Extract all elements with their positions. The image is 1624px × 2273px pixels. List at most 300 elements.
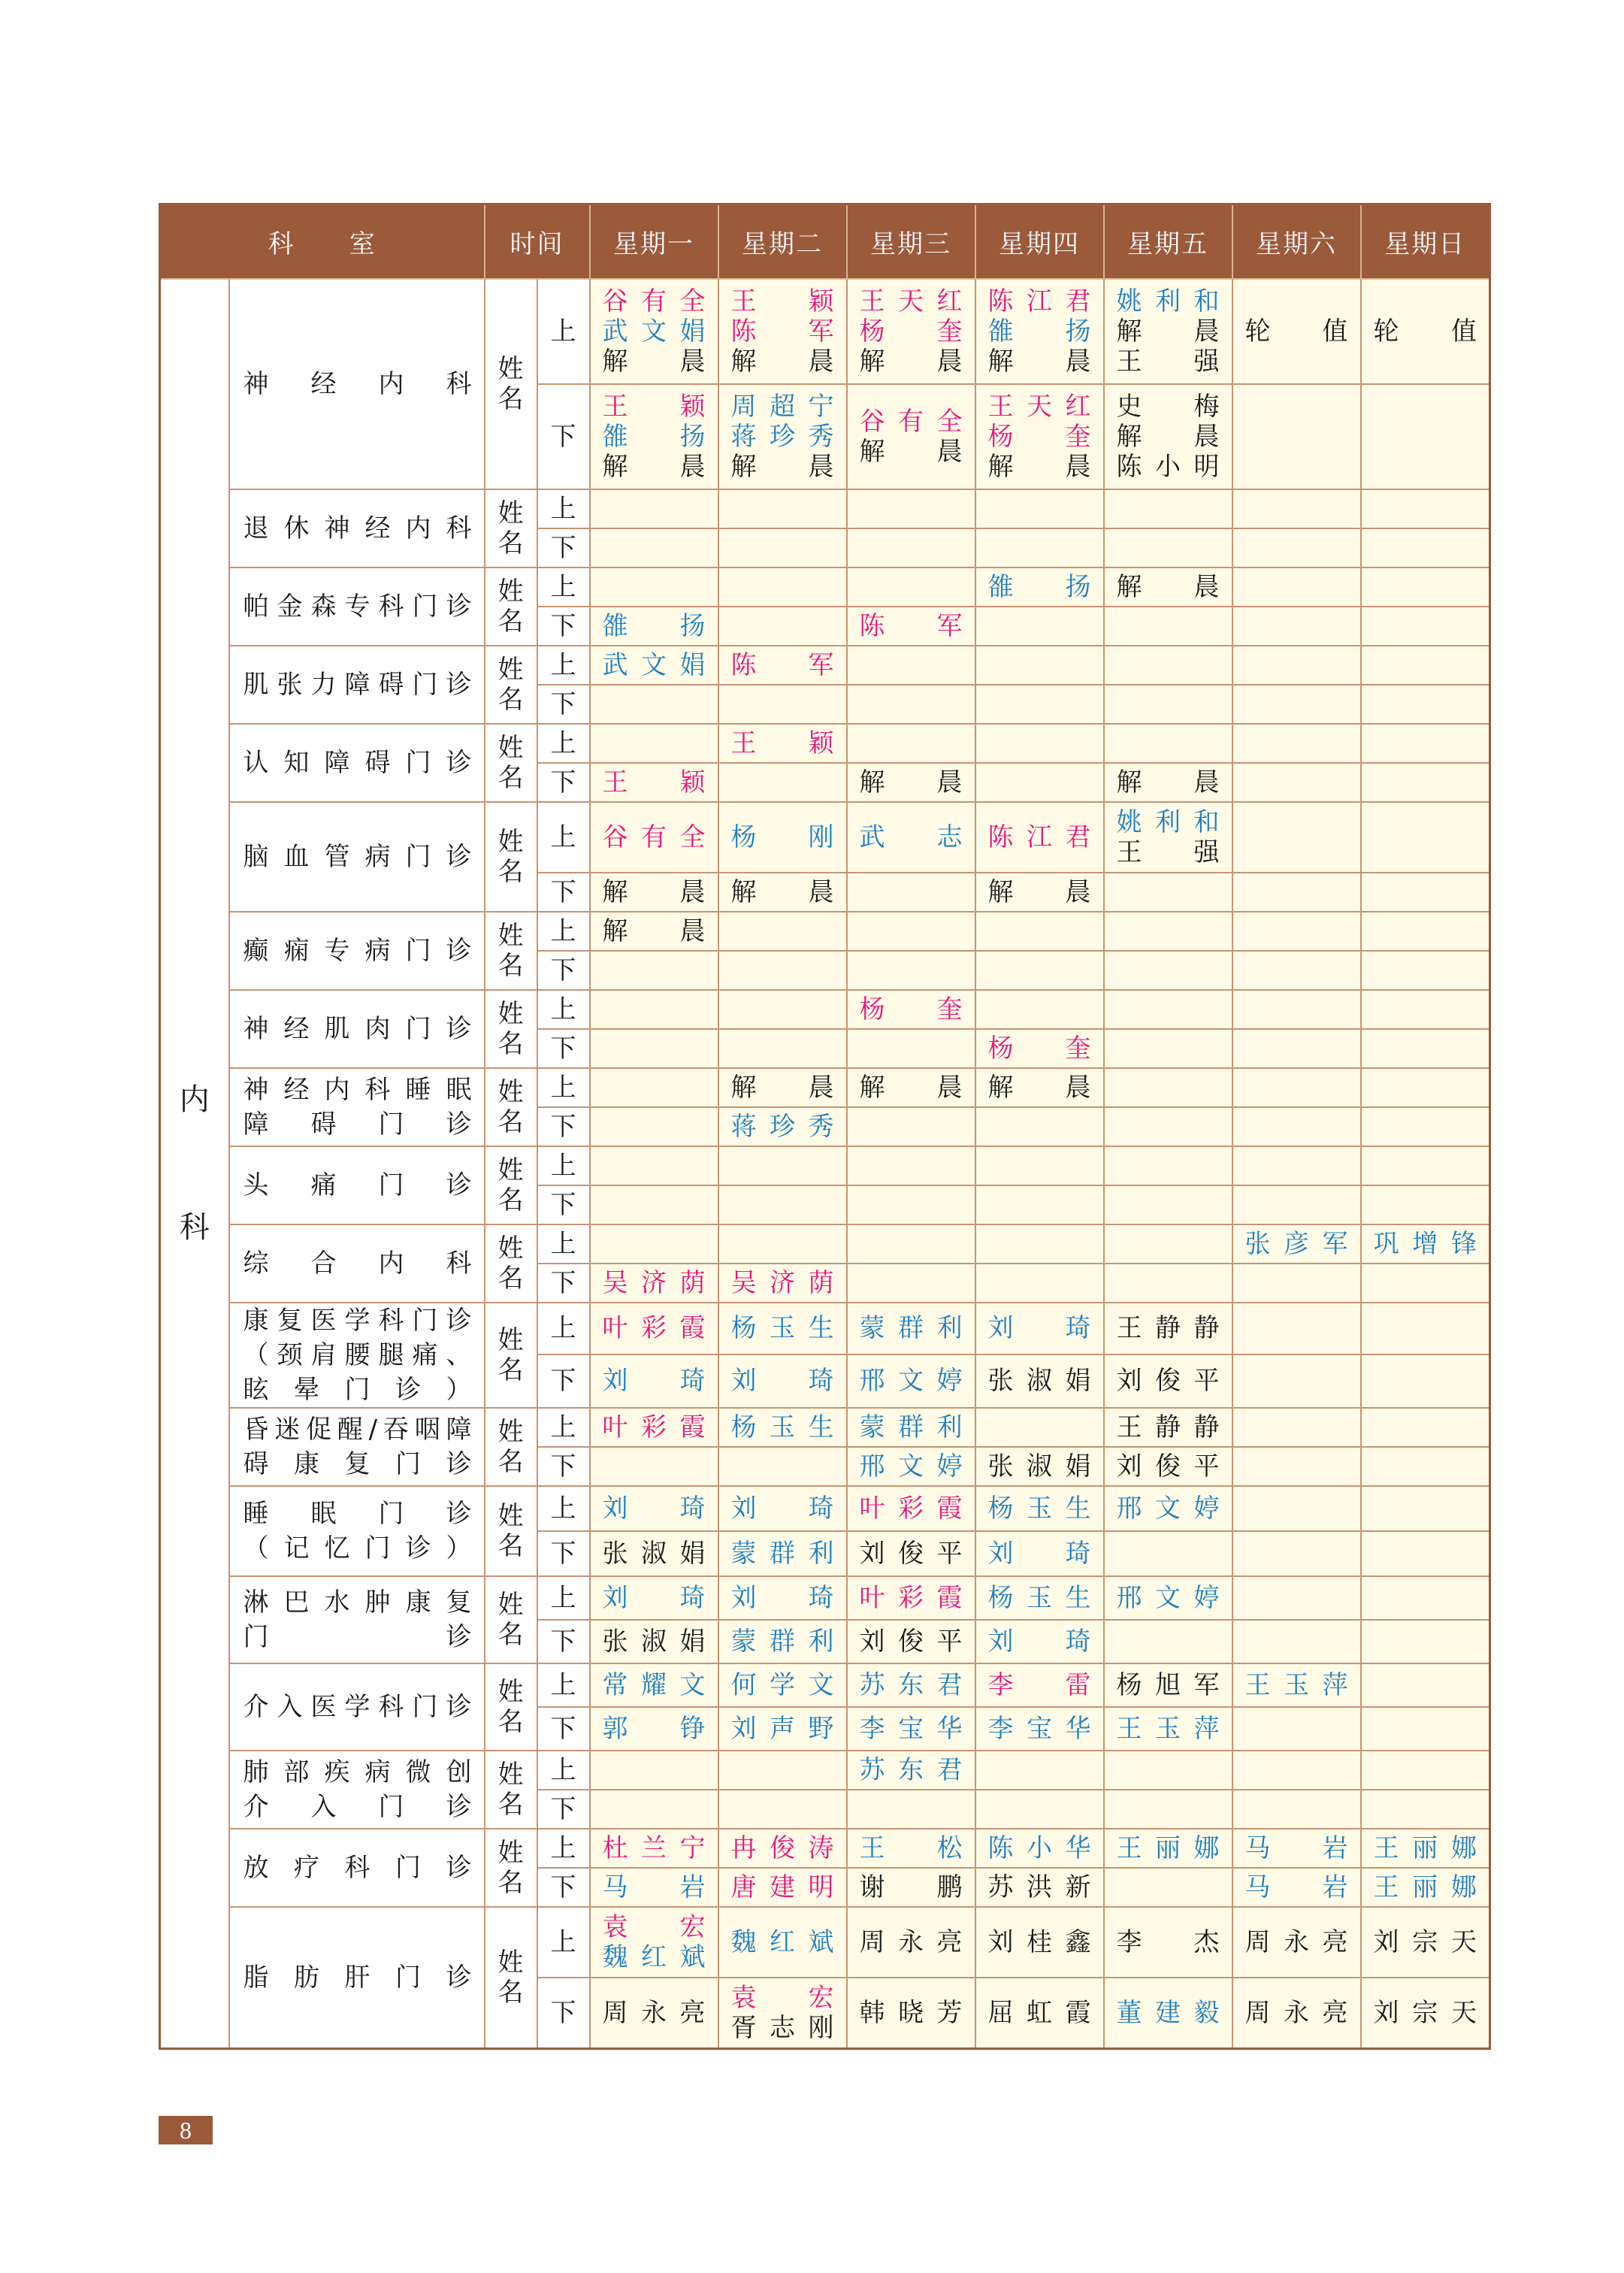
schedule-cell: [847, 1868, 975, 1907]
schedule-cell: [1232, 1146, 1361, 1185]
doctor-name: 解晨: [602, 877, 706, 907]
schedule-row-am: [160, 1576, 1490, 1620]
doctor-name: 王静静: [1116, 1313, 1220, 1344]
pm-label: 下: [537, 528, 590, 567]
doctor-name: 刘琦: [602, 1494, 706, 1524]
schedule-cell: [590, 528, 718, 567]
schedule-cell: [975, 1707, 1104, 1751]
am-label: 上: [537, 1224, 590, 1264]
schedule-cell: [1361, 1707, 1490, 1751]
header-day: 星期四: [975, 204, 1104, 280]
am-label: 上: [537, 1486, 590, 1531]
doctor-name: 解晨: [987, 1073, 1091, 1103]
doctor-name: 刘宗天: [1373, 1997, 1477, 2028]
department-name: [229, 567, 485, 646]
schedule-cell: [975, 1751, 1104, 1790]
schedule-cell: [1104, 279, 1232, 384]
doctor-name: 邢文婷: [1116, 1494, 1220, 1524]
name-label-text: [485, 827, 537, 887]
schedule-cell: [718, 1486, 847, 1531]
doctor-name: 王强: [1116, 837, 1220, 867]
department-line: （颈肩腰腿痛、: [243, 1340, 472, 1370]
department-line: 眩晕门诊）: [243, 1375, 472, 1405]
schedule-cell: [718, 1146, 847, 1185]
am-label: 上: [537, 1829, 590, 1868]
schedule-cell: [718, 528, 847, 567]
schedule-cell: [590, 279, 718, 384]
department-line: 神经内科睡眠: [243, 1075, 472, 1105]
schedule-row-am: [160, 724, 1490, 763]
schedule-cell: [590, 990, 718, 1029]
schedule-cell: [1232, 528, 1361, 567]
schedule-cell: [1232, 567, 1361, 607]
name-label-chars: 姓名: [497, 1947, 524, 2008]
pm-label: 下: [537, 763, 590, 802]
doctor-name: 周超宁: [730, 392, 834, 422]
doctor-name: 解晨: [730, 452, 834, 482]
am-label: 上: [537, 1303, 590, 1354]
schedule-row-am: [160, 912, 1490, 951]
schedule-cell: [1361, 1790, 1490, 1829]
department-name: [229, 1408, 485, 1486]
schedule-cell: [590, 1029, 718, 1068]
doctor-name: 杨玉生: [730, 1412, 834, 1442]
schedule-cell: [590, 1303, 718, 1354]
doctor-name: 解晨: [987, 347, 1091, 377]
schedule-cell: [590, 384, 718, 489]
doctor-name: 解晨: [859, 347, 963, 377]
schedule-cell: [975, 763, 1104, 802]
schedule-cell: [847, 1107, 975, 1146]
department-name: [229, 1829, 485, 1907]
schedule-cell: [1232, 685, 1361, 724]
schedule-cell: [718, 646, 847, 685]
name-label-chars: 姓名: [497, 1155, 524, 1215]
doctor-name: 谢鹏: [859, 1872, 963, 1902]
schedule-cell: [975, 1907, 1104, 1978]
schedule-cell: [1104, 1829, 1232, 1868]
department-name: [229, 1663, 485, 1751]
schedule-cell: [847, 1907, 975, 1978]
name-label: [485, 1486, 537, 1576]
schedule-cell: [1361, 1663, 1490, 1707]
schedule-cell: [590, 489, 718, 528]
am-label: 上: [537, 567, 590, 607]
schedule-cell: [847, 1531, 975, 1576]
doctor-name: 解晨: [987, 877, 1091, 907]
schedule-cell: [847, 1978, 975, 2048]
doctor-name: 陈江君: [987, 822, 1091, 852]
schedule-cell: [1361, 1868, 1490, 1907]
schedule-cell: [718, 1531, 847, 1576]
doctor-name: 雒扬: [602, 611, 706, 641]
doctor-name: 李宝华: [987, 1714, 1091, 1744]
schedule-cell: [1361, 912, 1490, 951]
schedule-cell: [847, 489, 975, 528]
doctor-name: 袁宏: [602, 1912, 706, 1942]
schedule-cell: [975, 951, 1104, 990]
schedule-cell: [1232, 1107, 1361, 1146]
schedule-cell: [1104, 873, 1232, 912]
schedule-cell: [1361, 685, 1490, 724]
doctor-name: 邢文婷: [1116, 1583, 1220, 1613]
doctor-name: 董建毅: [1116, 1997, 1220, 2028]
schedule-cell: [1232, 802, 1361, 873]
name-label-text: [485, 1233, 537, 1294]
department-name: [229, 1068, 485, 1146]
schedule-cell: [1104, 1620, 1232, 1663]
doctor-name: 刘琦: [602, 1366, 706, 1397]
name-label: [485, 912, 537, 990]
schedule-cell: [718, 912, 847, 951]
doctor-name: 刘琦: [730, 1583, 834, 1613]
schedule-cell: [718, 763, 847, 802]
section-char: 内科: [179, 1082, 210, 1245]
am-label: 上: [537, 1751, 590, 1790]
doctor-name: 刘声野: [730, 1714, 834, 1744]
schedule-row-am: [160, 1907, 1490, 1978]
schedule-cell: [718, 1264, 847, 1303]
pm-label: 下: [537, 1107, 590, 1146]
schedule-cell: [1232, 1068, 1361, 1107]
doctor-name: 刘俊平: [1116, 1451, 1220, 1482]
schedule-cell: [1104, 1907, 1232, 1978]
department-name: [229, 1146, 485, 1224]
doctor-name: 陈小华: [987, 1833, 1091, 1863]
doctor-name: 蒙群利: [730, 1627, 834, 1657]
schedule-cell: [1104, 1107, 1232, 1146]
department-line: 介入门诊: [243, 1792, 472, 1822]
doctor-name: 苏东君: [859, 1755, 963, 1785]
name-label-text: [485, 999, 537, 1059]
doctor-name: 叶彩霞: [602, 1412, 706, 1442]
schedule-cell: [718, 1354, 847, 1408]
schedule-cell: [1361, 607, 1490, 646]
doctor-name: 史梅: [1116, 392, 1220, 422]
schedule-cell: [1104, 489, 1232, 528]
schedule-cell: [1104, 724, 1232, 763]
schedule-cell: [1232, 1029, 1361, 1068]
header-day: 星期三: [847, 204, 975, 280]
doctor-name: 李杰: [1116, 1927, 1220, 1957]
doctor-name: 谷有全: [602, 822, 706, 852]
schedule-cell: [590, 1663, 718, 1707]
pm-label: 下: [537, 685, 590, 724]
department-name: [229, 279, 485, 489]
pm-label: 下: [537, 384, 590, 489]
schedule-cell: [975, 607, 1104, 646]
schedule-cell: [718, 1790, 847, 1829]
schedule-cell: [1104, 528, 1232, 567]
schedule-cell: [975, 1264, 1104, 1303]
schedule-cell: [975, 1447, 1104, 1486]
doctor-name: 解晨: [987, 452, 1091, 482]
schedule-cell: [847, 1620, 975, 1663]
doctor-name: 姚利和: [1116, 286, 1220, 316]
name-label-chars: 姓名: [497, 577, 524, 637]
schedule-cell: [590, 912, 718, 951]
schedule-cell: [1232, 1185, 1361, 1224]
schedule-cell: [590, 873, 718, 912]
department-line: 淋巴水肿康复: [243, 1587, 472, 1618]
schedule-cell: [1232, 607, 1361, 646]
name-label-text: [485, 354, 537, 414]
doctor-name: 雒扬: [987, 572, 1091, 602]
doctor-name: 刘俊平: [859, 1539, 963, 1569]
doctor-name: 刘宗天: [1373, 1927, 1477, 1957]
schedule-cell: [1104, 1408, 1232, 1447]
schedule-cell: [1104, 763, 1232, 802]
schedule-cell: [847, 1751, 975, 1790]
schedule-cell: [718, 1224, 847, 1264]
name-label: [485, 1224, 537, 1303]
schedule-cell: [975, 1068, 1104, 1107]
department-name: [229, 1486, 485, 1576]
schedule-cell: [975, 1531, 1104, 1576]
department-line: 头痛门诊: [243, 1170, 472, 1200]
name-label-text: [485, 921, 537, 981]
schedule-cell: [590, 763, 718, 802]
doctor-name: 陈军: [730, 316, 834, 347]
doctor-name: 杨奎: [859, 994, 963, 1025]
schedule-cell: [590, 1486, 718, 1531]
doctor-name: 蒙群利: [730, 1539, 834, 1569]
name-label-text: [485, 1501, 537, 1561]
schedule-cell: [1361, 1907, 1490, 1978]
schedule-cell: [1232, 1354, 1361, 1408]
schedule-cell: [1361, 1408, 1490, 1447]
schedule-cell: [1361, 1751, 1490, 1790]
doctor-name: 周永亮: [1244, 1997, 1348, 2028]
name-label-text: [485, 655, 537, 715]
schedule-cell: [1232, 1790, 1361, 1829]
schedule-cell: [1361, 279, 1490, 384]
name-label-chars: 姓名: [497, 354, 524, 414]
doctor-name: 解晨: [1116, 316, 1220, 347]
am-label: 上: [537, 724, 590, 763]
schedule-cell: [975, 1408, 1104, 1447]
schedule-cell: [718, 724, 847, 763]
doctor-name: 解晨: [730, 347, 834, 377]
schedule-cell: [590, 646, 718, 685]
section-label: [160, 279, 229, 2048]
schedule-row-am: [160, 646, 1490, 685]
schedule-cell: [975, 489, 1104, 528]
department-line: 肺部疾病微创: [243, 1757, 472, 1787]
schedule-cell: [1361, 990, 1490, 1029]
schedule-cell: [847, 685, 975, 724]
name-label: [485, 1303, 537, 1408]
schedule-cell: [1232, 384, 1361, 489]
doctor-name: 屈虹霞: [987, 1997, 1091, 2028]
schedule-cell: [718, 1751, 847, 1790]
schedule-cell: [975, 1663, 1104, 1707]
schedule-cell: [847, 384, 975, 489]
doctor-name: 刘桂鑫: [987, 1927, 1091, 1957]
doctor-name: 杨奎: [987, 1034, 1091, 1064]
doctor-name: 刘琦: [987, 1627, 1091, 1657]
schedule-cell: [1232, 1707, 1361, 1751]
header-time: 时间: [485, 204, 590, 280]
doctor-name: 蒋珍秀: [730, 422, 834, 452]
department-name: [229, 1303, 485, 1408]
doctor-name: 邢文婷: [859, 1366, 963, 1397]
doctor-name: 解晨: [859, 437, 963, 467]
schedule-cell: [718, 1620, 847, 1663]
schedule-cell: [590, 1751, 718, 1790]
schedule-cell: [847, 1707, 975, 1751]
am-label: 上: [537, 1576, 590, 1620]
section-label-text: [173, 1036, 216, 1291]
schedule-cell: [1232, 1663, 1361, 1707]
doctor-name: 解晨: [730, 877, 834, 907]
schedule-cell: [1361, 528, 1490, 567]
schedule-row-am: [160, 489, 1490, 528]
name-label-text: [485, 1417, 537, 1477]
schedule-cell: [1361, 1185, 1490, 1224]
department-line: 综合内科: [243, 1248, 472, 1279]
doctor-name: 陈江君: [987, 286, 1091, 316]
schedule-cell: [718, 1868, 847, 1907]
schedule-cell: [975, 1146, 1104, 1185]
name-label-chars: 姓名: [497, 1590, 524, 1650]
schedule-cell: [590, 1447, 718, 1486]
doctor-name: 刘琦: [987, 1313, 1091, 1344]
am-label: 上: [537, 1663, 590, 1707]
schedule-cell: [847, 528, 975, 567]
pm-label: 下: [537, 1264, 590, 1303]
schedule-cell: [1104, 1146, 1232, 1185]
schedule-cell: [1361, 1531, 1490, 1576]
schedule-cell: [847, 1185, 975, 1224]
name-label: [485, 567, 537, 646]
schedule-cell: [590, 1146, 718, 1185]
schedule-cell: [1361, 802, 1490, 873]
schedule-cell: [975, 279, 1104, 384]
doctor-name: 刘俊平: [1116, 1366, 1220, 1397]
schedule-cell: [975, 1354, 1104, 1408]
schedule-cell: [847, 1224, 975, 1264]
name-label-chars: 姓名: [497, 655, 524, 715]
schedule-cell: [1361, 724, 1490, 763]
schedule-cell: [847, 802, 975, 873]
schedule-cell: [1104, 1264, 1232, 1303]
header-day: 星期二: [718, 204, 847, 280]
pm-label: 下: [537, 1620, 590, 1663]
name-label-chars: 姓名: [497, 498, 524, 558]
am-label: 上: [537, 1907, 590, 1978]
name-label: [485, 802, 537, 912]
schedule-cell: [718, 1707, 847, 1751]
schedule-cell: [1232, 912, 1361, 951]
doctor-name: 叶彩霞: [602, 1313, 706, 1344]
schedule-cell: [718, 990, 847, 1029]
doctor-name: 马岩: [602, 1872, 706, 1902]
am-label: 上: [537, 802, 590, 873]
doctor-name: 吴济荫: [730, 1268, 834, 1298]
schedule-cell: [590, 951, 718, 990]
schedule-cell: [590, 1354, 718, 1408]
schedule-cell: [718, 567, 847, 607]
schedule-cell: [718, 873, 847, 912]
doctor-name: 张淑娟: [602, 1627, 706, 1657]
name-label: [485, 724, 537, 802]
department-name: [229, 1224, 485, 1303]
schedule-cell: [718, 685, 847, 724]
header-dept: 科 室: [160, 204, 485, 280]
doctor-name: 陈小明: [1116, 452, 1220, 482]
header-day: 星期五: [1104, 204, 1232, 280]
pm-label: 下: [537, 1531, 590, 1576]
doctor-name: 刘琦: [602, 1583, 706, 1613]
schedule-cell: [590, 1829, 718, 1868]
schedule-cell: [1104, 1303, 1232, 1354]
schedule-cell: [1361, 1978, 1490, 2048]
doctor-name: 陈军: [859, 611, 963, 641]
department-name: [229, 646, 485, 724]
doctor-name: 杨旭军: [1116, 1670, 1220, 1700]
schedule-cell: [590, 1408, 718, 1447]
schedule-cell: [718, 384, 847, 489]
doctor-name: 苏东君: [859, 1670, 963, 1700]
schedule-cell: [718, 607, 847, 646]
schedule-cell: [847, 1303, 975, 1354]
schedule-cell: [1361, 1354, 1490, 1408]
schedule-cell: [1104, 1868, 1232, 1907]
schedule-cell: [1232, 1829, 1361, 1868]
schedule-cell: [975, 912, 1104, 951]
schedule-cell: [590, 1576, 718, 1620]
doctor-name: 周永亮: [1244, 1927, 1348, 1957]
doctor-name: 轮值: [1244, 316, 1348, 347]
schedule-cell: [1232, 1751, 1361, 1790]
schedule-cell: [847, 567, 975, 607]
name-label-chars: 姓名: [497, 1501, 524, 1561]
name-label-chars: 姓名: [497, 1077, 524, 1137]
schedule-cell: [718, 1068, 847, 1107]
doctor-name: 李宝华: [859, 1714, 963, 1744]
schedule-cell: [975, 528, 1104, 567]
department-line: 认知障碍门诊: [243, 748, 472, 778]
doctor-name: 姚利和: [1116, 807, 1220, 837]
doctor-name: 王强: [1116, 347, 1220, 377]
doctor-name: 王玉萍: [1116, 1714, 1220, 1744]
schedule-cell: [1104, 1185, 1232, 1224]
name-label-chars: 姓名: [497, 999, 524, 1059]
doctor-name: 周永亮: [602, 1997, 706, 2028]
schedule-cell: [1104, 1707, 1232, 1751]
schedule-cell: [590, 1224, 718, 1264]
schedule-cell: [1232, 1868, 1361, 1907]
schedule-cell: [718, 802, 847, 873]
schedule-cell: [1361, 1264, 1490, 1303]
schedule-cell: [718, 1447, 847, 1486]
department-line: （记忆门诊）: [243, 1533, 472, 1563]
schedule-cell: [1104, 384, 1232, 489]
doctor-name: 常耀文: [602, 1670, 706, 1700]
doctor-name: 解晨: [859, 1073, 963, 1103]
name-label: [485, 1576, 537, 1663]
department-line: 肌张力障碍门诊: [243, 670, 472, 700]
schedule-cell: [590, 685, 718, 724]
schedule-cell: [1104, 1531, 1232, 1576]
schedule-row-am: [160, 1486, 1490, 1531]
schedule-cell: [590, 607, 718, 646]
name-label: [485, 1751, 537, 1829]
doctor-name: 武文娟: [602, 316, 706, 347]
doctor-name: 周永亮: [859, 1927, 963, 1957]
name-label: [485, 1408, 537, 1486]
